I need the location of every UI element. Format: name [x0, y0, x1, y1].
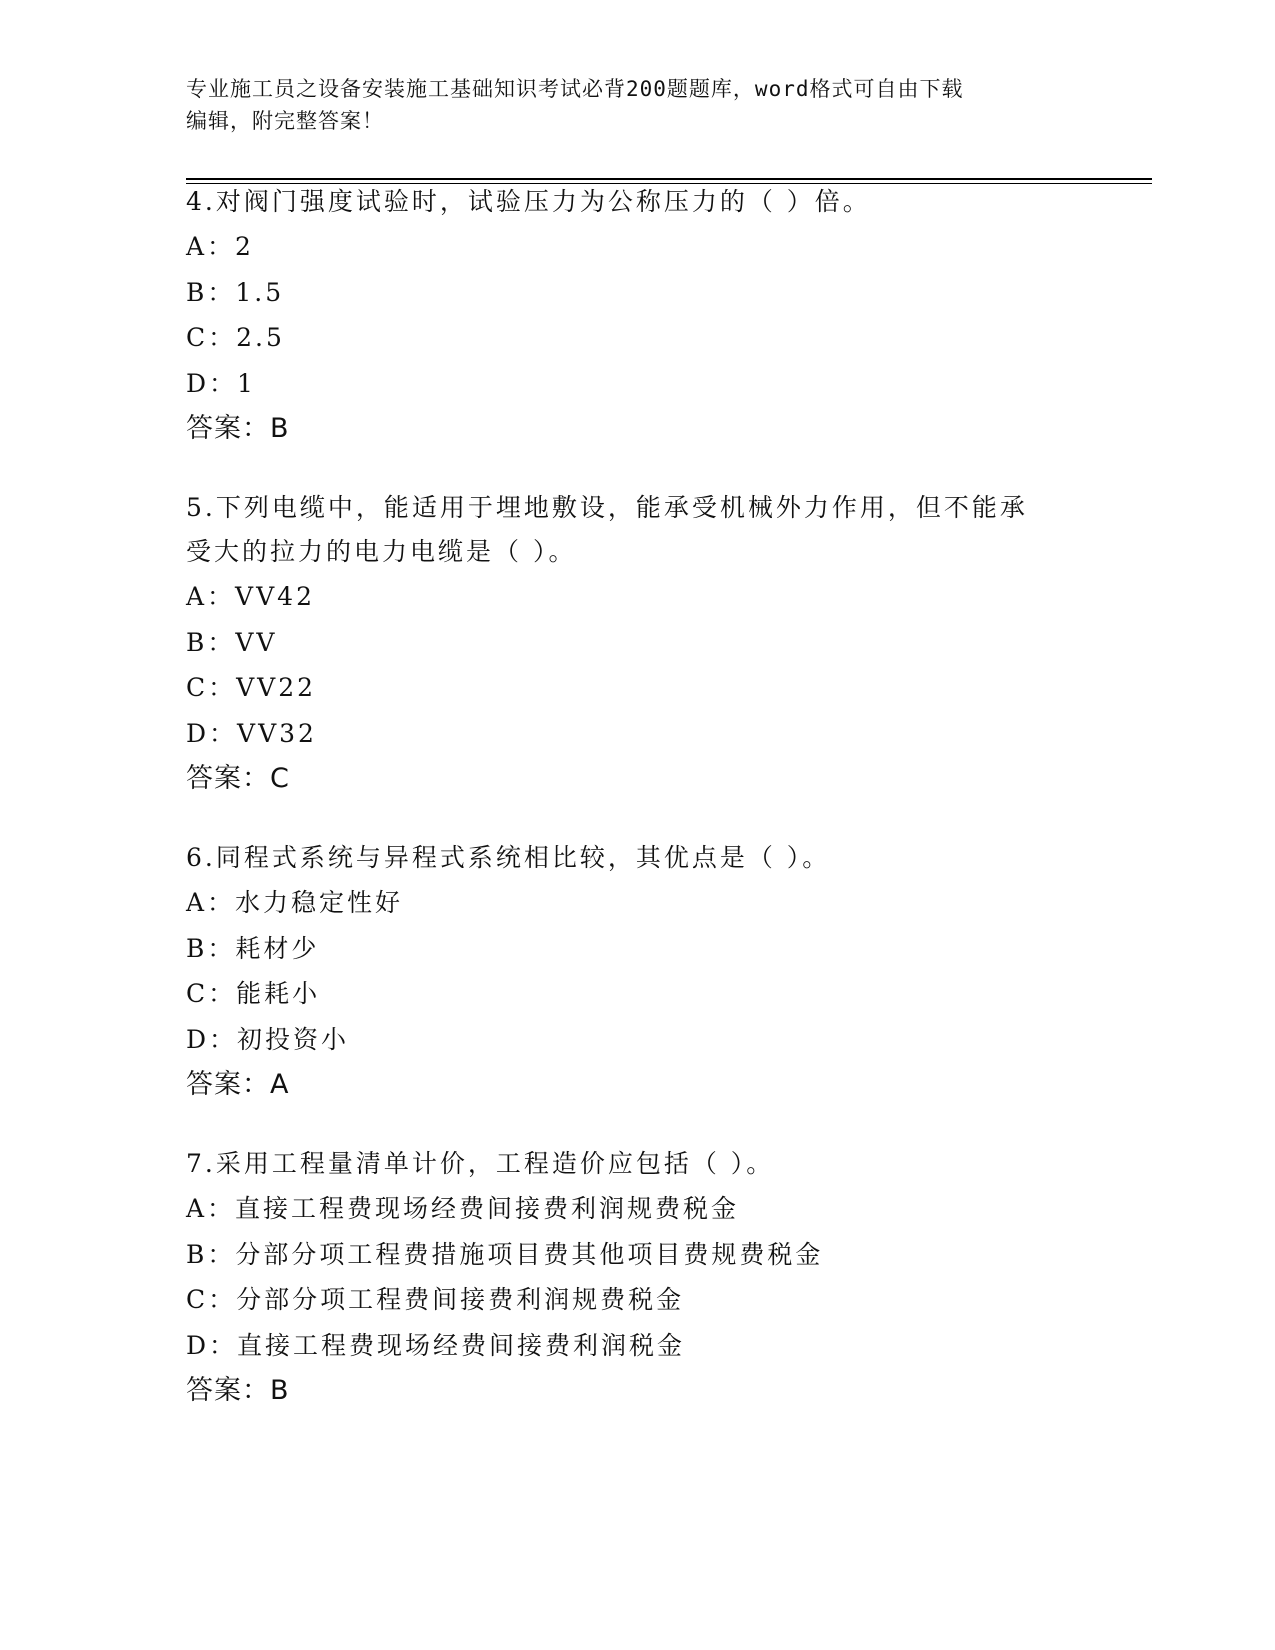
- option-b: B：分部分项工程费措施项目费其他项目费规费税金: [186, 1239, 824, 1269]
- answer-label: 答案：B: [186, 1375, 290, 1406]
- header-line-1: 专业施工员之设备安装施工基础知识考试必背200题题库，word格式可自由下载: [186, 77, 964, 101]
- option-b: B：1.5: [186, 277, 285, 307]
- option-c: C：VV22: [186, 673, 317, 702]
- document-header: [186, 73, 1086, 137]
- answer-label: 答案：A: [186, 1069, 290, 1100]
- option-d: D：1: [186, 368, 256, 398]
- question-block: [186, 180, 1086, 452]
- option-d: D：VV32: [186, 718, 317, 748]
- option-a: A：VV42: [186, 582, 315, 611]
- option-d: D：直接工程费现场经费间接费利润税金: [186, 1330, 686, 1360]
- question-block: [186, 1142, 1086, 1414]
- option-b: B：耗材少: [186, 933, 320, 963]
- question-stem: 4.对阀门强度试验时，试验压力为公称压力的（ ）倍。: [186, 187, 871, 216]
- option-c: C：能耗小: [186, 979, 321, 1008]
- option-b: B：VV: [186, 627, 278, 657]
- header-line-2: 编辑，附完整答案！: [186, 109, 384, 133]
- option-a: A：2: [186, 232, 254, 261]
- option-c: C：2.5: [186, 323, 285, 352]
- question-block: [186, 836, 1086, 1108]
- question-stem: 7.采用工程量清单计价，工程造价应包括（ ）。: [186, 1149, 775, 1178]
- answer-label: 答案：B: [186, 413, 290, 444]
- option-d: D：初投资小: [186, 1024, 350, 1054]
- option-c: C：分部分项工程费间接费利润规费税金: [186, 1285, 685, 1314]
- option-a: A：水力稳定性好: [186, 888, 404, 917]
- question-stem-continued: 受大的拉力的电力电缆是（ ）。: [186, 537, 577, 566]
- question-stem: 5.下列电缆中，能适用于埋地敷设，能承受机械外力作用，但不能承: [186, 493, 1028, 522]
- answer-label: 答案：C: [186, 763, 290, 794]
- option-a: A：直接工程费现场经费间接费利润规费税金: [186, 1194, 740, 1223]
- question-block: [186, 486, 1086, 802]
- question-stem: 6.同程式系统与异程式系统相比较，其优点是（ ）。: [186, 843, 831, 872]
